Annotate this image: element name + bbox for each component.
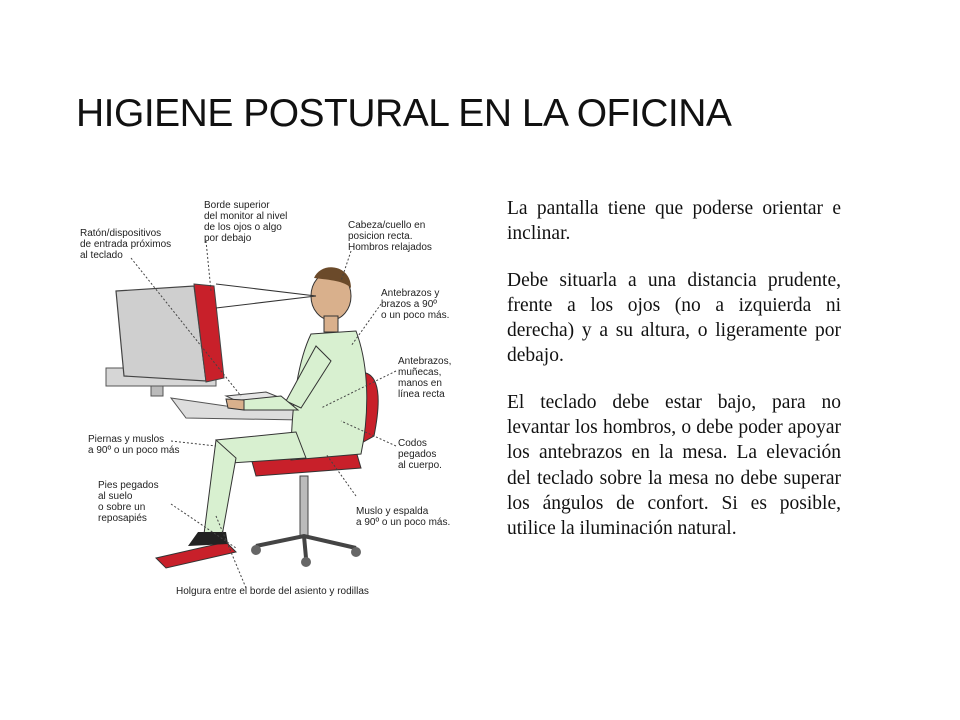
label-legs <box>88 434 180 456</box>
posture-diagram <box>76 196 486 616</box>
paragraph-screen: La pantalla tiene que poderse orientar e inclinar. <box>507 198 841 245</box>
label-feet <box>98 480 159 524</box>
svg-text:Hombros relajados: Hombros relajados <box>348 242 432 253</box>
svg-text:de los ojos o algo: de los ojos o algo <box>204 222 282 233</box>
chair-wheel <box>251 545 261 555</box>
svg-text:al suelo: al suelo <box>98 491 133 502</box>
label-forearms-arms <box>381 288 449 321</box>
svg-text:muñecas,: muñecas, <box>398 367 442 378</box>
svg-text:Piernas y muslos: Piernas y muslos <box>88 434 165 445</box>
paragraph-keyboard: El teclado debe estar bajo, para no levantar los hombros, o debe poder apoyar los antebrazos en la mesa. La elevación del teclado sobre la mesa no debe superar los ángulos de confort. Si es posible, utilice la iluminación natural. <box>507 391 841 540</box>
svg-text:Codos: Codos <box>398 438 427 449</box>
monitor-back <box>116 286 206 381</box>
hand <box>226 399 244 410</box>
svg-text:reposapiés: reposapiés <box>98 513 147 524</box>
svg-text:o un poco más.: o un poco más. <box>381 310 450 321</box>
svg-text:Antebrazos y: Antebrazos y <box>381 288 440 299</box>
svg-text:por debajo: por debajo <box>204 233 252 244</box>
footrest <box>156 542 236 568</box>
svg-text:brazos a 90º: brazos a 90º <box>381 299 437 310</box>
chair-column <box>300 476 308 536</box>
body-text <box>507 196 841 563</box>
label-wrists <box>398 356 451 400</box>
svg-text:al cuerpo.: al cuerpo. <box>398 460 442 471</box>
svg-text:pegados: pegados <box>398 449 437 460</box>
svg-text:Ratón/dispositivos: Ratón/dispositivos <box>80 228 162 239</box>
svg-text:del monitor al nivel: del monitor al nivel <box>204 211 288 222</box>
svg-text:al teclado: al teclado <box>80 250 123 261</box>
lower-leg <box>204 440 236 536</box>
label-thigh-back <box>356 506 450 528</box>
svg-text:a 90º o un poco más.: a 90º o un poco más. <box>356 517 451 528</box>
chair-wheel <box>351 547 361 557</box>
svg-text:Muslo y espalda: Muslo y espalda <box>356 506 429 517</box>
posture-illustration <box>76 196 486 616</box>
svg-text:posicion recta.: posicion recta. <box>348 231 413 242</box>
svg-text:línea recta: línea recta <box>398 389 445 400</box>
svg-text:Cabeza/cuello en: Cabeza/cuello en <box>348 220 426 231</box>
svg-text:o sobre un: o sobre un <box>98 502 146 513</box>
slide-title: HIGIENE POSTURAL EN LA OFICINA <box>76 92 732 135</box>
sight-lines <box>216 284 316 308</box>
svg-text:a 90º o un poco más: a 90º o un poco más <box>88 445 180 456</box>
label-mouse <box>80 228 171 261</box>
svg-text:Borde superior: Borde superior <box>204 200 270 211</box>
label-monitor <box>204 200 287 244</box>
chair-wheel <box>301 557 311 567</box>
chair-base <box>256 536 356 558</box>
label-elbows <box>398 438 442 471</box>
desk-stand <box>151 386 163 396</box>
neck <box>324 316 338 332</box>
svg-text:de entrada próximos: de entrada próximos <box>80 239 172 250</box>
svg-text:manos en: manos en <box>398 378 442 389</box>
paragraph-distance: Debe situarla a una distancia prudente, frente a los ojos (no a izquierda ni derecha) y a su altura, o ligeramente por debajo. <box>507 269 841 367</box>
label-head <box>348 220 432 253</box>
svg-text:Pies pegados: Pies pegados <box>98 480 159 491</box>
label-clearance: Holgura entre el borde del asiento y rodillas <box>176 586 369 597</box>
svg-text:Antebrazos,: Antebrazos, <box>398 356 452 367</box>
